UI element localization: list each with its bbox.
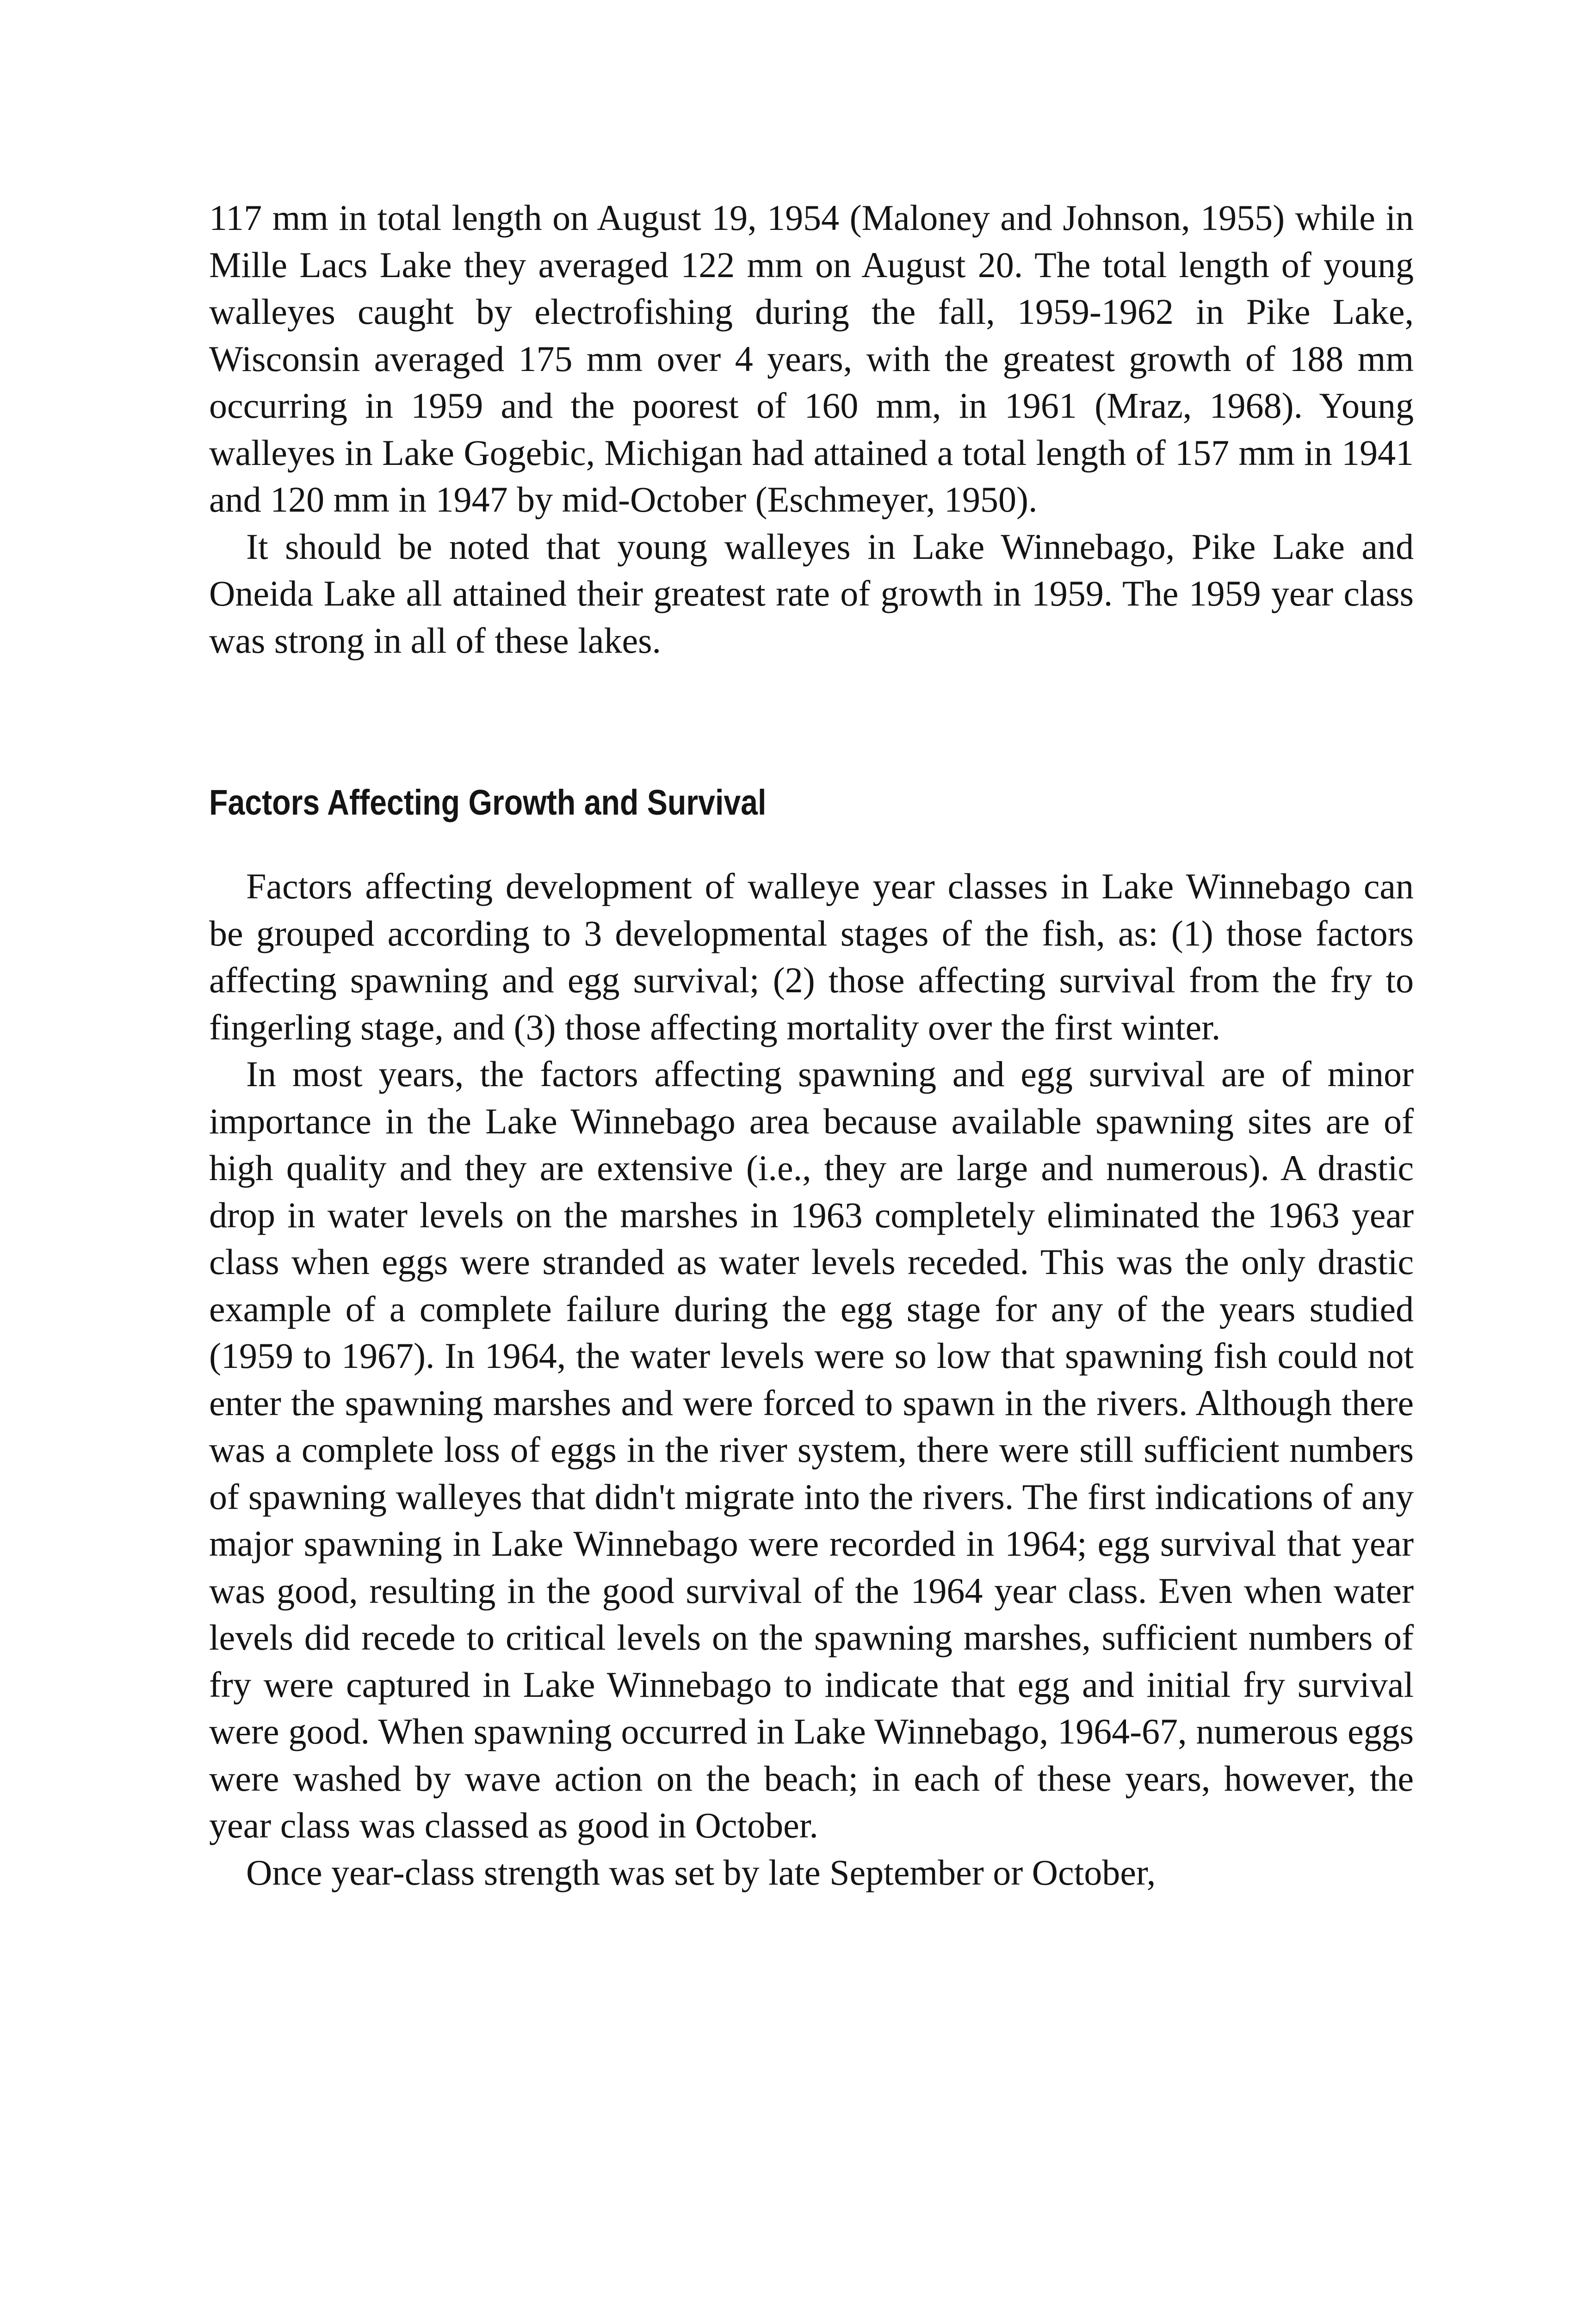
paragraph-continued: 117 mm in total length on August 19, 1954 (Maloney and Johnson, 1955) while in Mille Lacs Lake they averaged 122 mm on August 20. The total length of young walleyes caught by electrofishing during the fall, 1959-1962 in Pike Lake, Wisconsin averaged 175 mm over 4 years, with the greatest growth of 188 mm occurring in 1959 and the poorest of 160 mm, in 1961 (Mraz, 1968). Young walleyes in Lake Gogebic, Michigan had attained a total length of 157 mm in 1941 and 120 mm in 1947 by mid-October (Eschmeyer, 1950). — [209, 198, 1414, 519]
paragraph-factors-intro: Factors affecting development of walleye year classes in Lake Winnebago can be grouped according to 3 developmental stages of the fish, as: (1) those factors affecting spawning and egg survival; (2) those affecting survival from the fry to fingerling stage, and (3) those affecting mortality over the first winter. — [209, 866, 1414, 1047]
paragraph-spawning-survival: In most years, the factors affecting spawning and egg survival are of minor importance in the Lake Winnebago area because available spawning sites are of high quality and they are extensive (i.e., they are large and numerous). A drastic drop in water levels on the marshes in 1963 completely eliminated the 1963 year class when eggs were stranded as water levels receded. This was the only drastic example of a complete failure during the egg stage for any of the years studied (1959 to 1967). In 1964, the water levels were so low that spawning fish could not enter the spawning marshes and were forced to spawn in the rivers. Although there was a complete loss of eggs in the river system, there were still sufficient numbers of spawning walleyes that didn't migrate into the rivers. The first indications of any major spawning in Lake Winnebago were recorded in 1964; egg survival that year was good, resulting in the good survival of the 1964 year class. Even when water levels did recede to critical levels on the spawning marshes, sufficient numbers of fry were captured in Lake Winnebago to indicate that egg and initial fry survival were good. When spawning occurred in Lake Winnebago, 1964-67, numerous eggs were washed by wave action on the beach; in each of these years, however, the year class was classed as good in October. — [209, 1054, 1414, 1845]
spacer — [209, 826, 1414, 863]
paragraph-year-class-strength: Once year-class strength was set by late September or October, — [246, 1852, 1156, 1892]
spacer — [209, 664, 1414, 779]
section-heading: Factors Affecting Growth and Survival — [209, 783, 767, 823]
document-page — [209, 194, 1414, 1896]
paragraph-growth-note: It should be noted that young walleyes in Lake Winnebago, Pike Lake and Oneida Lake all attained their greatest rate of growth in 1959. The 1959 year class was strong in all of these lakes. — [209, 526, 1414, 661]
